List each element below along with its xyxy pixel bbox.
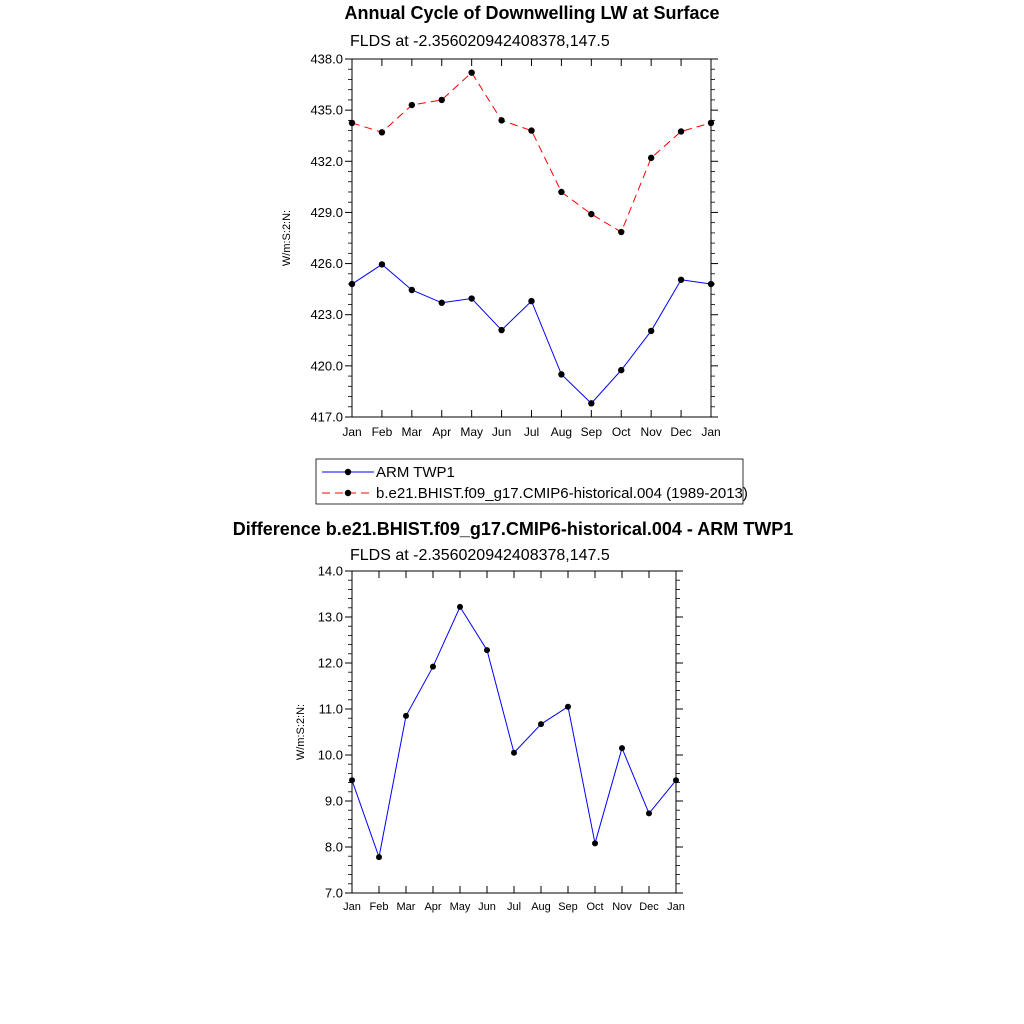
x-tick-label: Aug [550, 425, 573, 439]
data-point [648, 155, 654, 161]
x-tick-label: Jan [343, 901, 361, 913]
x-tick-label: Nov [612, 901, 632, 913]
data-point [558, 371, 564, 377]
series-lines [352, 73, 711, 404]
data-point [498, 327, 504, 333]
data-point [588, 211, 594, 217]
data-point [349, 120, 355, 126]
legend-label-model: b.e21.BHIST.f09_g17.CMIP6-historical.004 (1989-2013) [376, 485, 748, 502]
x-tick-labels [342, 425, 720, 439]
y-tick-labels [318, 564, 343, 901]
legend-label-arm: ARM TWP1 [376, 464, 455, 481]
chart-subtitle: FLDS at -2.356020942408378,147.5 [350, 547, 610, 564]
data-point [379, 261, 385, 267]
x-tick-label: Jul [523, 425, 540, 439]
data-point [528, 298, 534, 304]
data-point [708, 281, 714, 287]
data-point [558, 189, 564, 195]
plot-frame [352, 59, 711, 417]
x-tick-label: Dec [670, 425, 692, 439]
y-tick-label: 14.0 [317, 563, 343, 579]
series-line-0 [352, 264, 711, 403]
chart-subtitle: FLDS at -2.356020942408378,147.5 [350, 33, 610, 50]
data-point [468, 295, 474, 301]
data-point [409, 102, 415, 108]
chart-title: Annual Cycle of Downwelling LW at Surface [344, 3, 720, 23]
data-point [376, 854, 382, 860]
difference-chart [233, 519, 794, 913]
data-point [439, 300, 445, 306]
y-tick-label: 8.0 [324, 839, 343, 855]
data-point [528, 127, 534, 133]
data-point [592, 840, 598, 846]
data-point [565, 704, 571, 710]
data-point [457, 604, 463, 610]
plot-frame [352, 571, 676, 893]
data-point [439, 97, 445, 103]
x-tick-label: Apr [432, 425, 452, 439]
y-tick-label: 11.0 [318, 701, 343, 717]
series-points [349, 604, 679, 860]
y-axis-label: W/m:S:2:N: [281, 209, 293, 267]
y-tick-label: 438.0 [310, 51, 343, 67]
y-tick-label: 7.0 [324, 885, 343, 901]
x-tick-label: Sep [580, 425, 603, 439]
x-tick-label: Dec [639, 901, 659, 913]
series-lines [352, 607, 676, 857]
x-tick-label: May [449, 901, 471, 913]
y-tick-label: 9.0 [324, 793, 343, 809]
data-point [484, 647, 490, 653]
data-point [618, 229, 624, 235]
y-tick-label: 420.0 [310, 358, 343, 374]
data-point [673, 777, 679, 783]
data-point [349, 777, 355, 783]
x-tick-label: Jan [667, 901, 685, 913]
data-point [379, 129, 385, 135]
y-tick-label: 435.0 [310, 102, 343, 118]
x-tick-label: Nov [640, 425, 662, 439]
data-point [468, 69, 474, 75]
data-point [538, 721, 544, 727]
data-point [409, 287, 415, 293]
axis-ticks [345, 571, 683, 893]
series-line-0 [352, 607, 676, 857]
data-point [511, 750, 517, 756]
data-point [619, 745, 625, 751]
series-line-1 [352, 73, 711, 232]
data-point [498, 117, 504, 123]
x-tick-label: Mar [401, 425, 423, 439]
legend-marker-arm [345, 469, 351, 475]
data-point [403, 713, 409, 719]
x-tick-label: Jan [342, 425, 362, 439]
series-points [349, 69, 714, 406]
y-axis-label: W/m:S:2:N: [295, 703, 307, 761]
x-tick-label: Jun [491, 425, 512, 439]
x-tick-label: Jan [701, 425, 721, 439]
y-tick-label: 432.0 [310, 153, 343, 169]
y-tick-label: 12.0 [317, 655, 343, 671]
y-tick-label: 13.0 [317, 609, 343, 625]
annual-cycle-chart [281, 3, 748, 504]
x-tick-label: Jul [506, 901, 522, 913]
x-tick-label: Feb [369, 901, 389, 913]
data-point [349, 281, 355, 287]
chart-title: Difference b.e21.BHIST.f09_g17.CMIP6-historical.004 - ARM TWP1 [232, 519, 794, 539]
data-point [430, 664, 436, 670]
y-tick-label: 417.0 [310, 409, 343, 425]
data-point [588, 400, 594, 406]
y-tick-label: 423.0 [310, 307, 343, 323]
data-point [708, 120, 714, 126]
data-point [678, 128, 684, 134]
x-tick-label: May [460, 425, 484, 439]
data-point [648, 328, 654, 334]
y-tick-label: 429.0 [310, 204, 343, 220]
x-tick-labels [343, 901, 685, 913]
data-point [646, 810, 652, 816]
axis-ticks [345, 59, 718, 417]
data-point [678, 277, 684, 283]
x-tick-label: Apr [424, 901, 442, 913]
x-tick-label: Oct [611, 425, 631, 439]
x-tick-label: Feb [371, 425, 393, 439]
legend [316, 459, 748, 504]
x-tick-label: Jun [478, 901, 496, 913]
y-tick-labels [310, 52, 343, 425]
x-tick-label: Aug [531, 901, 551, 913]
x-tick-label: Sep [558, 901, 578, 913]
legend-marker-model [345, 490, 351, 496]
x-tick-label: Oct [586, 901, 604, 913]
x-tick-label: Mar [396, 901, 416, 913]
data-point [618, 367, 624, 373]
y-tick-label: 426.0 [310, 256, 343, 272]
y-tick-label: 10.0 [317, 747, 343, 763]
